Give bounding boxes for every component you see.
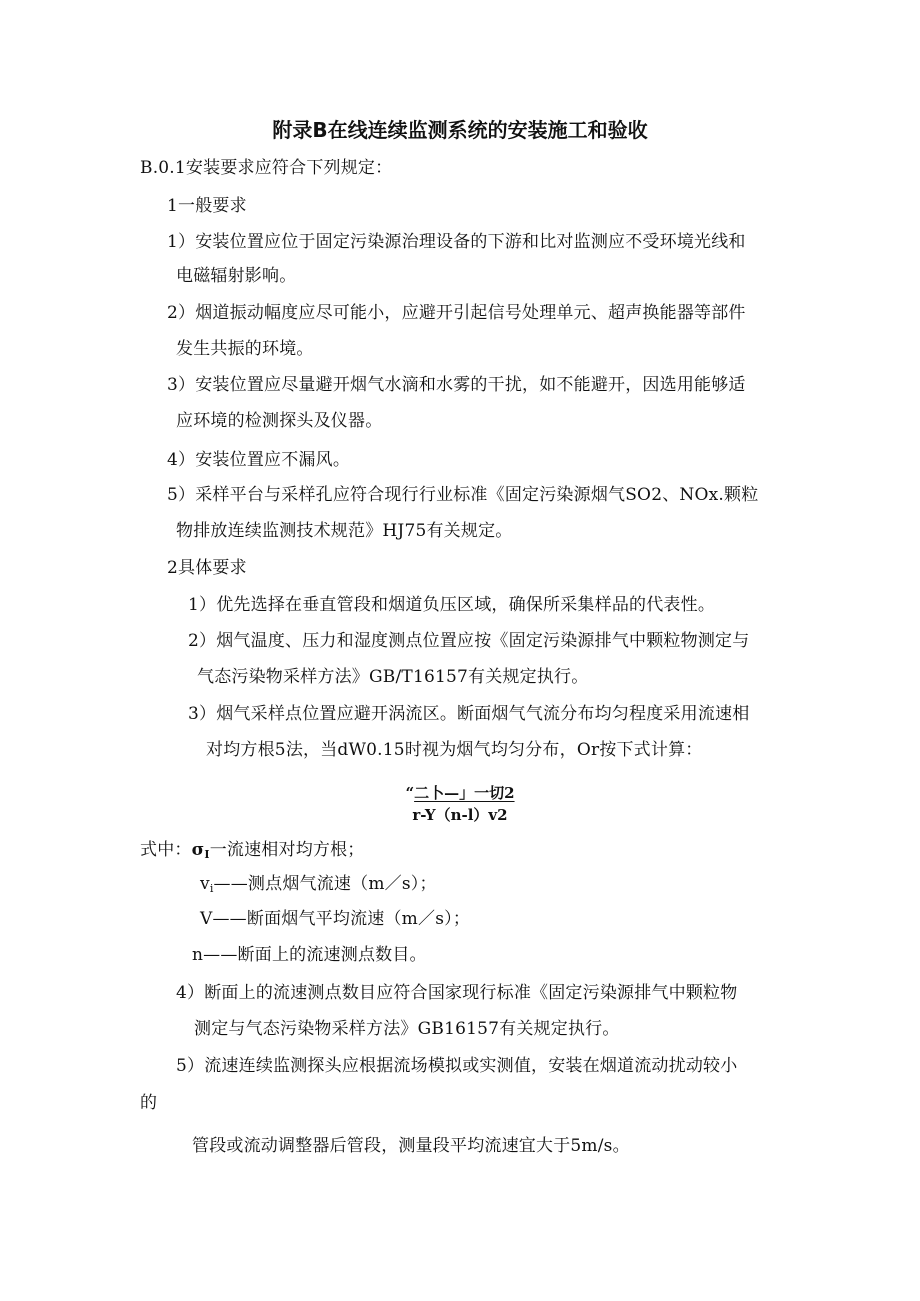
s1-item-1-line-1: 1）安装位置应位于固定污染源治理设备的下游和比对监测应不受环境光线和 [167,232,746,252]
document-title: 附录B在线连续监测系统的安装施工和验收 [272,118,648,142]
formula-numerator-body: 二卜—」一切2 [414,784,515,802]
s2-item-3-line-2: 对均方根5法，当dW0.15时视为烟气均匀分布，Or按下式计算： [206,740,703,760]
s2-item-5-line-2: 的 [140,1093,158,1113]
vi-subscript: i [209,882,214,895]
s2-item-4-line-2: 测定与气态污染物采样方法》GB16157有关规定执行。 [194,1019,620,1039]
s2-item-5-line-1: 5）流速连续监测探头应根据流场模拟或实测值，安装在烟道流动扰动较小 [176,1056,738,1076]
s2-item-4-line-1: 4）断面上的流速测点数目应符合国家现行标准《固定污染源排气中颗粒物 [176,983,738,1003]
sigma-subscript: I [204,848,210,861]
definition-sigma [140,839,365,866]
definition-n: n——断面上的流速测点数目。 [192,945,427,965]
formula-numerator [0,782,920,803]
s2-item-3-line-1: 3）烟气采样点位置应避开涡流区。断面烟气气流分布均匀程度采用流速相 [188,704,750,724]
s1-item-3-line-2: 应环境的检测探头及仪器。 [176,411,383,431]
vi-symbol: v [200,874,210,894]
definition-vi [200,873,437,900]
s1-item-1-line-2: 电磁辐射影响。 [176,266,297,286]
definition-V: V——断面烟气平均流速（m／s）； [200,909,471,929]
definition-lead: 式中： [140,840,192,860]
s1-item-2-line-2: 发生共振的环境。 [176,339,314,359]
sigma-symbol: σ [191,840,205,860]
s2-item-2-line-2: 气态污染物采样方法》GB/T16157有关规定执行。 [197,667,589,687]
s1-item-2-line-1: 2）烟道振动幅度应尽可能小，应避开引起信号处理单元、超声换能器等部件 [167,303,746,323]
section-2-heading: 2具体要求 [167,558,247,578]
s2-item-2-line-1: 2）烟气温度、压力和湿度测点位置应按《固定污染源排气中颗粒物测定与 [188,631,750,651]
sigma-definition-text: 一流速相对均方根； [209,840,365,860]
s1-item-5-line-2: 物排放连续监测技术规范》HJ75有关规定。 [176,521,513,541]
s1-item-3-line-1: 3）安装位置应尽量避开烟气水滴和水雾的干扰，如不能避开，因选用能够适 [167,375,746,395]
s2-item-1: 1）优先选择在垂直管段和烟道负压区域，确保所采集样品的代表性。 [188,595,716,615]
s1-item-4: 4）安装位置应不漏风。 [167,450,351,470]
formula-denominator: r-Y（n-l）v2 [412,806,508,824]
s2-item-5-line-3: 管段或流动调整器后管段，测量段平均流速宜大于5m/s。 [192,1136,630,1156]
section-1-heading: 1一般要求 [167,196,247,216]
s1-item-5-line-1: 5）采样平台与采样孔应符合现行行业标准《固定污染源烟气SO2、NOx.颗粒 [167,485,759,505]
clause-heading: B.0.1安装要求应符合下列规定： [140,158,393,178]
vi-definition-text: ——测点烟气流速（m／s）； [213,874,437,894]
formula-quote: “ [405,784,415,802]
